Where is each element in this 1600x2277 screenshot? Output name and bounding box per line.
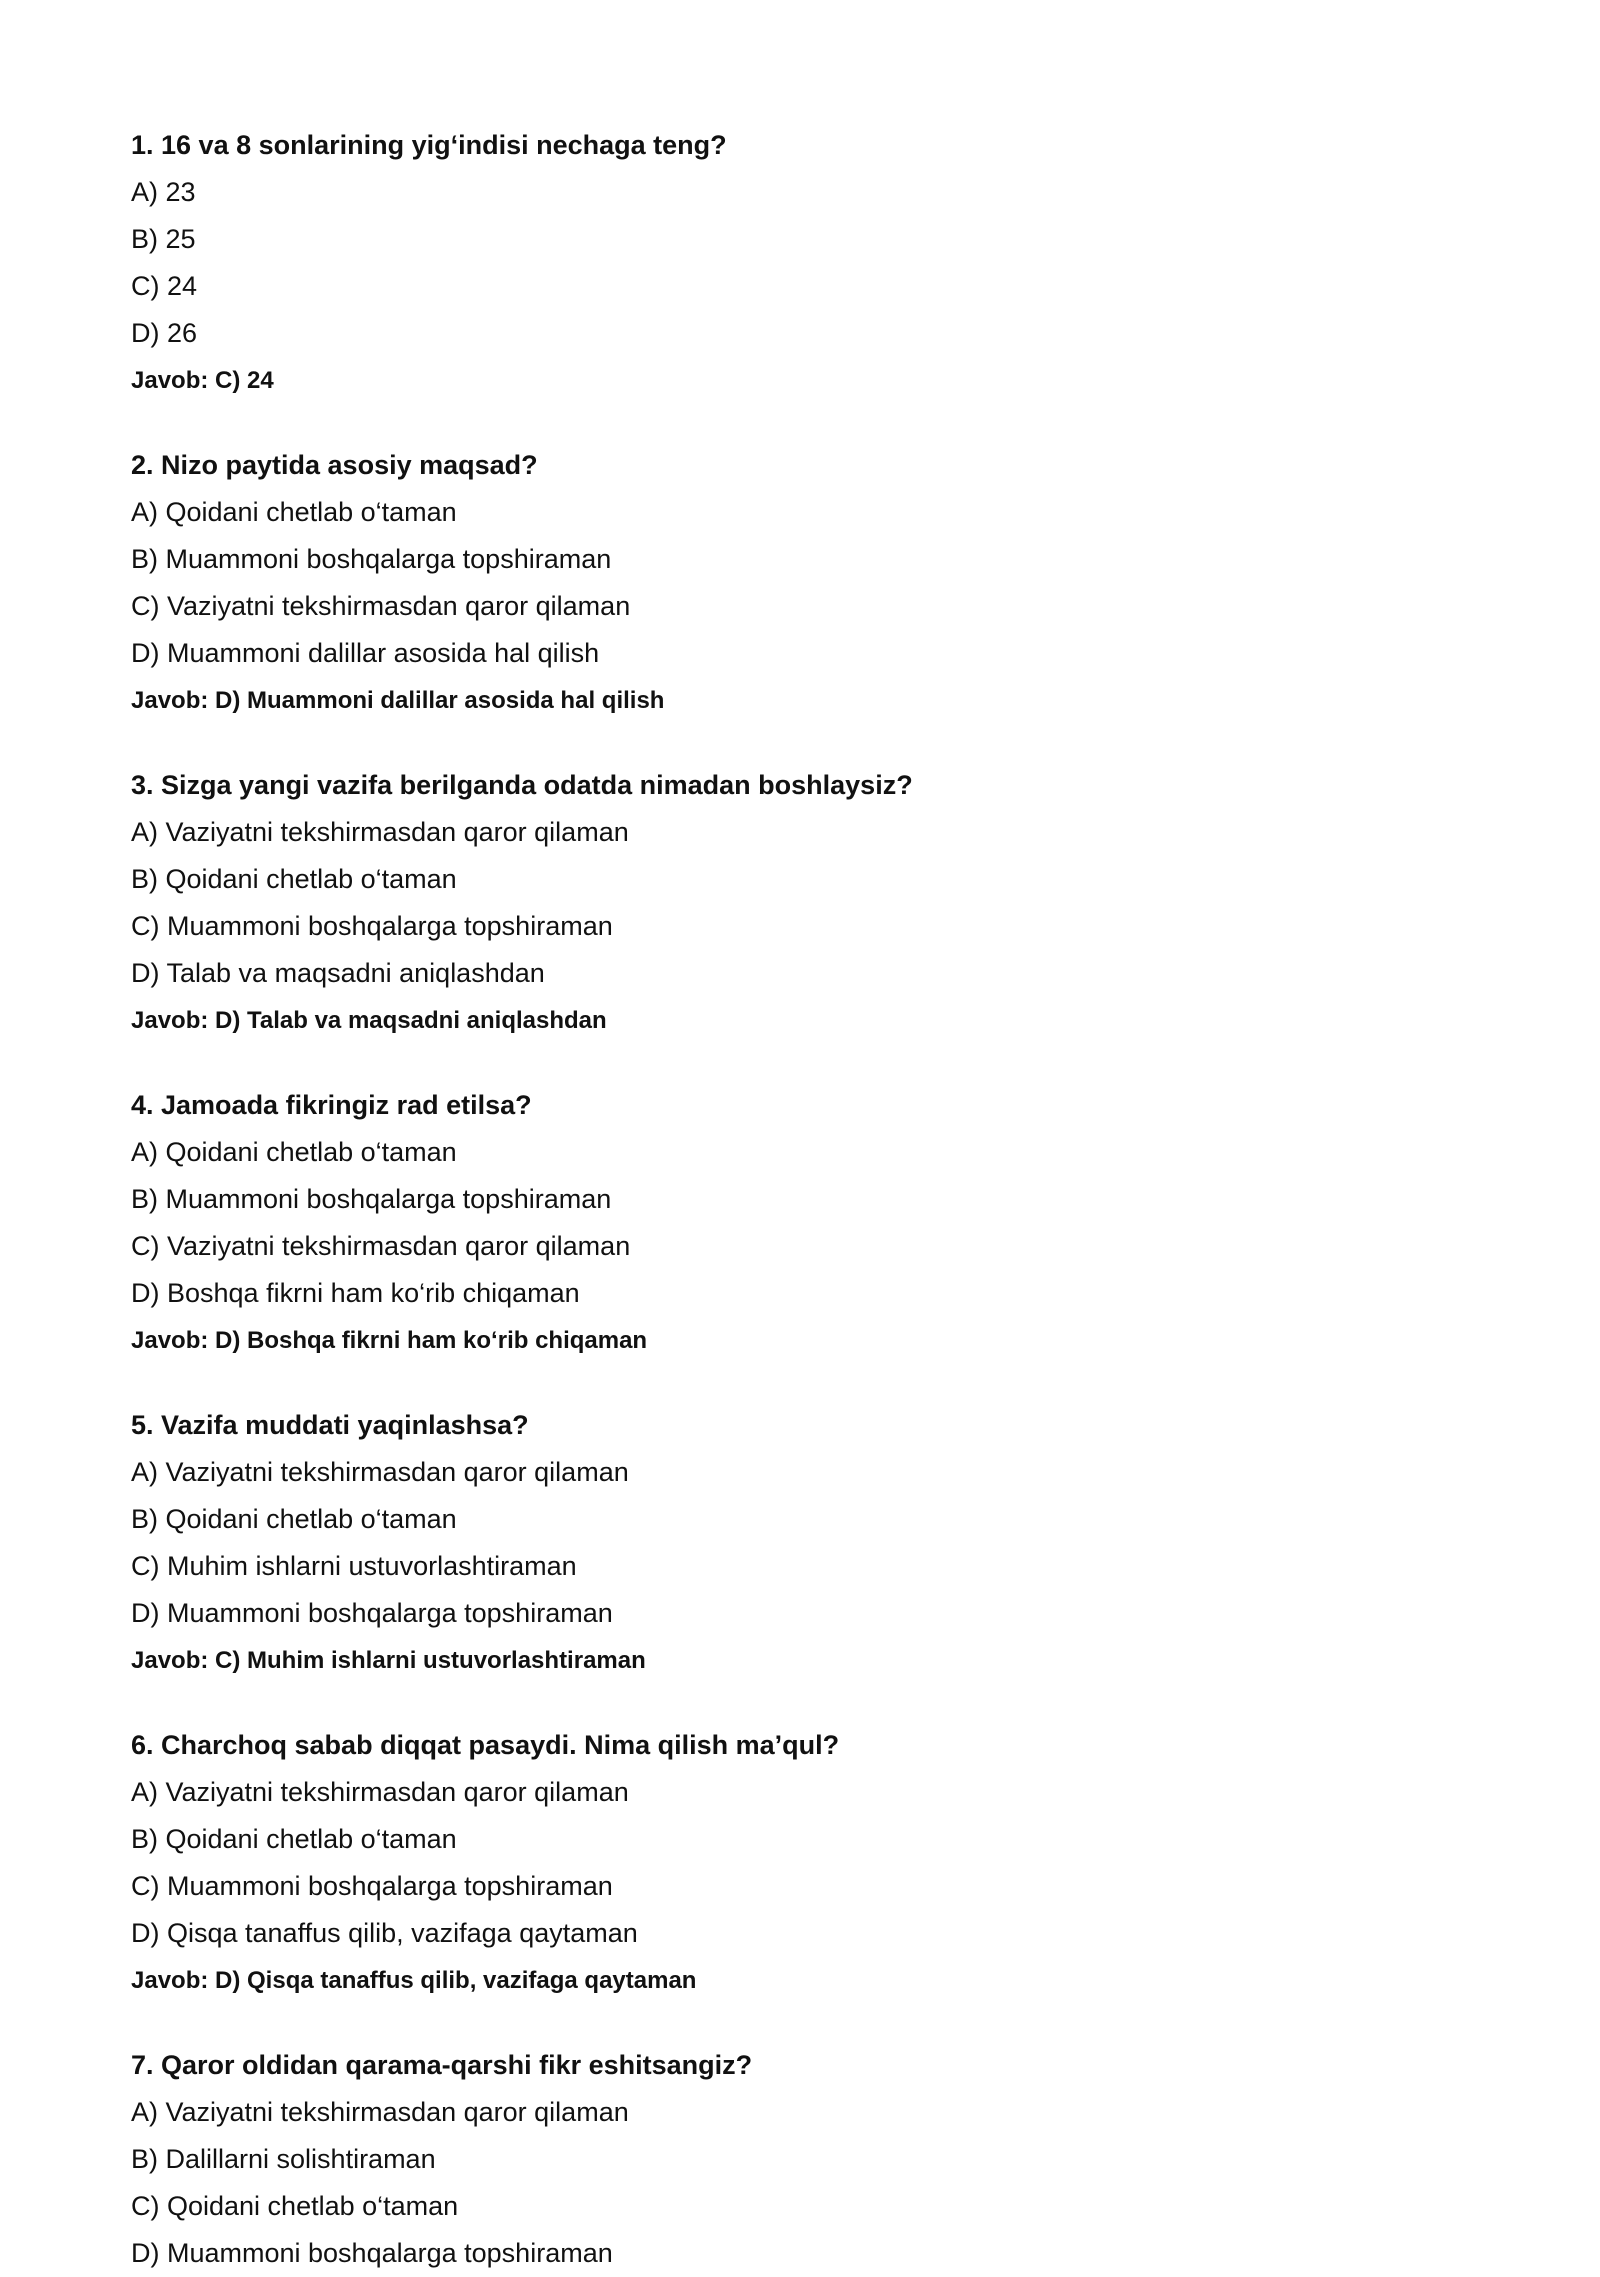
option-d: D) Muammoni boshqalarga topshiraman bbox=[131, 2238, 613, 2268]
option-a: A) Vaziyatni tekshirmasdan qaror qilaman bbox=[131, 2097, 629, 2127]
answer-line: Javob: D) Qisqa tanaffus qilib, vazifaga qaytaman bbox=[131, 1967, 697, 1994]
option-c: C) Muammoni boshqalarga topshiraman bbox=[131, 911, 613, 941]
question-title: 6. Charchoq sabab diqqat pasaydi. Nima qilish ma’qul? bbox=[131, 1730, 840, 1760]
answer-line: Javob: D) Muammoni dalillar asosida hal qilish bbox=[131, 687, 665, 714]
option-c: C) Qoidani chetlab o‘taman bbox=[131, 2191, 459, 2221]
answer-line: Javob: D) Boshqa fikrni ham ko‘rib chiqaman bbox=[131, 1327, 648, 1354]
question-7 bbox=[131, 2042, 1600, 2277]
question-2 bbox=[131, 442, 1600, 724]
option-c: C) 24 bbox=[131, 271, 198, 301]
option-a: A) Vaziyatni tekshirmasdan qaror qilaman bbox=[131, 1457, 629, 1487]
question-title: 7. Qaror oldidan qarama-qarshi fikr eshitsangiz? bbox=[131, 2050, 753, 2080]
question-6 bbox=[131, 1722, 1600, 2004]
option-a: A) Qoidani chetlab o‘taman bbox=[131, 1137, 457, 1167]
option-a: A) Qoidani chetlab o‘taman bbox=[131, 497, 457, 527]
question-3 bbox=[131, 762, 1600, 1044]
option-a: A) Vaziyatni tekshirmasdan qaror qilaman bbox=[131, 817, 629, 847]
question-5 bbox=[131, 1402, 1600, 1684]
answer-line: Javob: C) Muhim ishlarni ustuvorlashtiraman bbox=[131, 1647, 646, 1674]
question-title: 5. Vazifa muddati yaqinlashsa? bbox=[131, 1410, 529, 1440]
option-c: C) Muhim ishlarni ustuvorlashtiraman bbox=[131, 1551, 577, 1581]
question-title: 2. Nizo paytida asosiy maqsad? bbox=[131, 450, 538, 480]
option-b: B) Dalillarni solishtiraman bbox=[131, 2144, 436, 2174]
option-d: D) 26 bbox=[131, 318, 198, 348]
option-b: B) Qoidani chetlab o‘taman bbox=[131, 864, 457, 894]
option-d: D) Boshqa fikrni ham ko‘rib chiqaman bbox=[131, 1278, 580, 1308]
option-c: C) Vaziyatni tekshirmasdan qaror qilaman bbox=[131, 591, 631, 621]
option-b: B) 25 bbox=[131, 224, 196, 254]
option-a: A) 23 bbox=[131, 177, 196, 207]
question-title: 1. 16 va 8 sonlarining yig‘indisi nechaga teng? bbox=[131, 130, 727, 160]
question-4 bbox=[131, 1082, 1600, 1364]
option-b: B) Muammoni boshqalarga topshiraman bbox=[131, 544, 612, 574]
option-b: B) Qoidani chetlab o‘taman bbox=[131, 1824, 457, 1854]
option-c: C) Muammoni boshqalarga topshiraman bbox=[131, 1871, 613, 1901]
option-c: C) Vaziyatni tekshirmasdan qaror qilaman bbox=[131, 1231, 631, 1261]
option-d: D) Muammoni boshqalarga topshiraman bbox=[131, 1598, 613, 1628]
option-d: D) Qisqa tanaffus qilib, vazifaga qaytaman bbox=[131, 1918, 638, 1948]
option-b: B) Muammoni boshqalarga topshiraman bbox=[131, 1184, 612, 1214]
question-1 bbox=[131, 122, 1600, 404]
option-d: D) Muammoni dalillar asosida hal qilish bbox=[131, 638, 600, 668]
question-title: 3. Sizga yangi vazifa berilganda odatda nimadan boshlaysiz? bbox=[131, 770, 913, 800]
option-d: D) Talab va maqsadni aniqlashdan bbox=[131, 958, 545, 988]
question-title: 4. Jamoada fikringiz rad etilsa? bbox=[131, 1090, 532, 1120]
option-a: A) Vaziyatni tekshirmasdan qaror qilaman bbox=[131, 1777, 629, 1807]
option-b: B) Qoidani chetlab o‘taman bbox=[131, 1504, 457, 1534]
answer-line: Javob: C) 24 bbox=[131, 367, 274, 394]
answer-line: Javob: D) Talab va maqsadni aniqlashdan bbox=[131, 1007, 607, 1034]
